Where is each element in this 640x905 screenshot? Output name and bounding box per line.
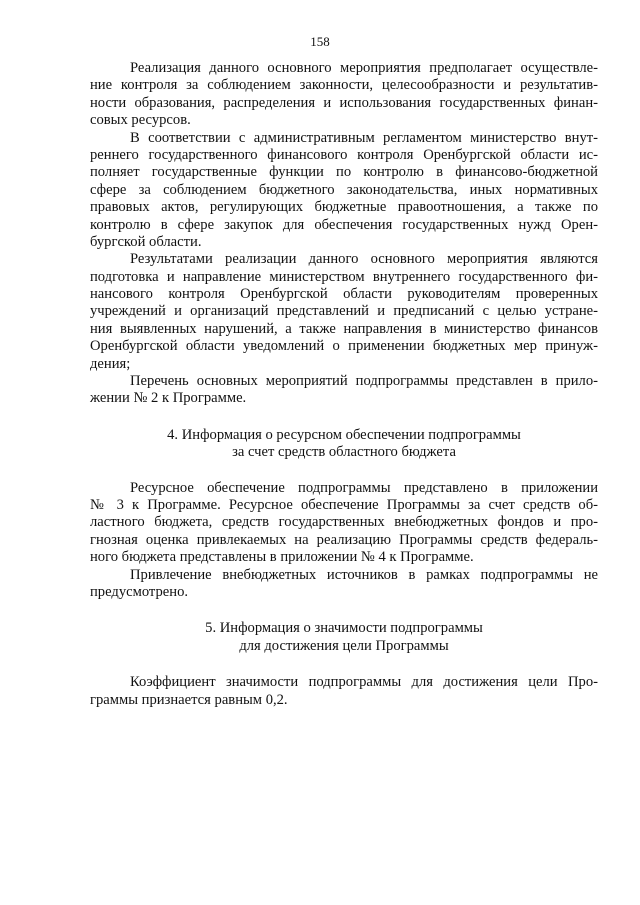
heading-line: 4. Информация о ресурсном обеспечении подпрограммы <box>167 426 521 443</box>
text-line: ния выявленных нарушений, а также направления в министерство финансов <box>90 320 598 337</box>
paragraph <box>90 251 598 373</box>
paragraph <box>90 373 598 408</box>
text-line: правовых актов, регулирующих бюджетные правоотношения, а также по <box>90 199 598 216</box>
text-line: ности образования, распределения и использования государственных финан- <box>90 94 598 111</box>
text-line: гнозная оценка привлекаемых на реализацию Программы средств федераль- <box>90 531 598 548</box>
heading-line: за счет средств областного бюджета <box>232 444 456 461</box>
section-4-body <box>90 480 598 602</box>
paragraph <box>90 480 598 567</box>
text-line: предусмотрено. <box>90 583 189 600</box>
text-line: учреждений и организаций представлений и предписаний с целью устране- <box>90 303 598 320</box>
text-line: Реализация данного основного мероприятия предполагает осуществле- <box>130 60 598 76</box>
text-line: Перечень основных мероприятий подпрограммы представлен в прило- <box>130 373 598 390</box>
text-line: ние контроля за соблюдением законности, целесообразности и результатив- <box>90 77 598 94</box>
section-5-body <box>90 674 598 709</box>
text-line: № 3 к Программе. Ресурсное обеспечение Программы за счет средств об- <box>90 496 598 513</box>
text-line: Коэффициент значимости подпрограммы для достижения цели Про- <box>130 674 598 691</box>
section-4-heading <box>90 427 598 462</box>
text-line: жении № 2 к Программе. <box>90 390 247 407</box>
text-line: Ресурсное обеспечение подпрограммы представлено в приложении <box>130 479 598 496</box>
text-line: Оренбургской области уведомлений о применении бюджетных мер принуж- <box>90 338 598 355</box>
paragraph <box>90 60 598 130</box>
text-line: Результатами реализации данного основного мероприятия являются <box>130 251 598 268</box>
text-line: Привлечение внебюджетных источников в рамках подпрограммы не <box>130 566 598 583</box>
paragraph <box>90 674 598 709</box>
document-body <box>90 60 598 709</box>
text-line: ного бюджета представлены в приложении № 4 к Программе. <box>90 549 474 566</box>
page-number: 158 <box>310 34 330 49</box>
text-line: реннего государственного финансового контроля Оренбургской области ис- <box>90 146 598 163</box>
text-line: контролю в сфере закупок для обеспечения государственных нужд Орен- <box>90 216 598 233</box>
text-line: нансового контроля Оренбургской области руководителям проверенных <box>90 286 598 303</box>
text-line: дения; <box>90 355 131 372</box>
text-line: сфере за соблюдением бюджетного законодательства, иных нормативных <box>90 181 598 198</box>
text-line: совых ресурсов. <box>90 112 191 129</box>
text-line: ластного бюджета, средств государственных внебюджетных фондов и про- <box>90 514 598 531</box>
paragraph <box>90 567 598 602</box>
text-line: подготовка и направление министерством внутреннего государственного фи- <box>90 268 598 285</box>
heading-line: для достижения цели Программы <box>239 637 449 654</box>
text-line: граммы признается равным 0,2. <box>90 691 288 708</box>
intro-section <box>90 60 598 408</box>
text-line: В соответствии с административным регламентом министерство внут- <box>130 129 598 146</box>
heading-line: 5. Информация о значимости подпрограммы <box>205 620 483 637</box>
text-line: полняет государственные функции по контролю в финансово-бюджетной <box>90 164 598 181</box>
paragraph <box>90 130 598 252</box>
section-5-heading <box>90 620 598 655</box>
text-line: бургской области. <box>90 233 202 250</box>
